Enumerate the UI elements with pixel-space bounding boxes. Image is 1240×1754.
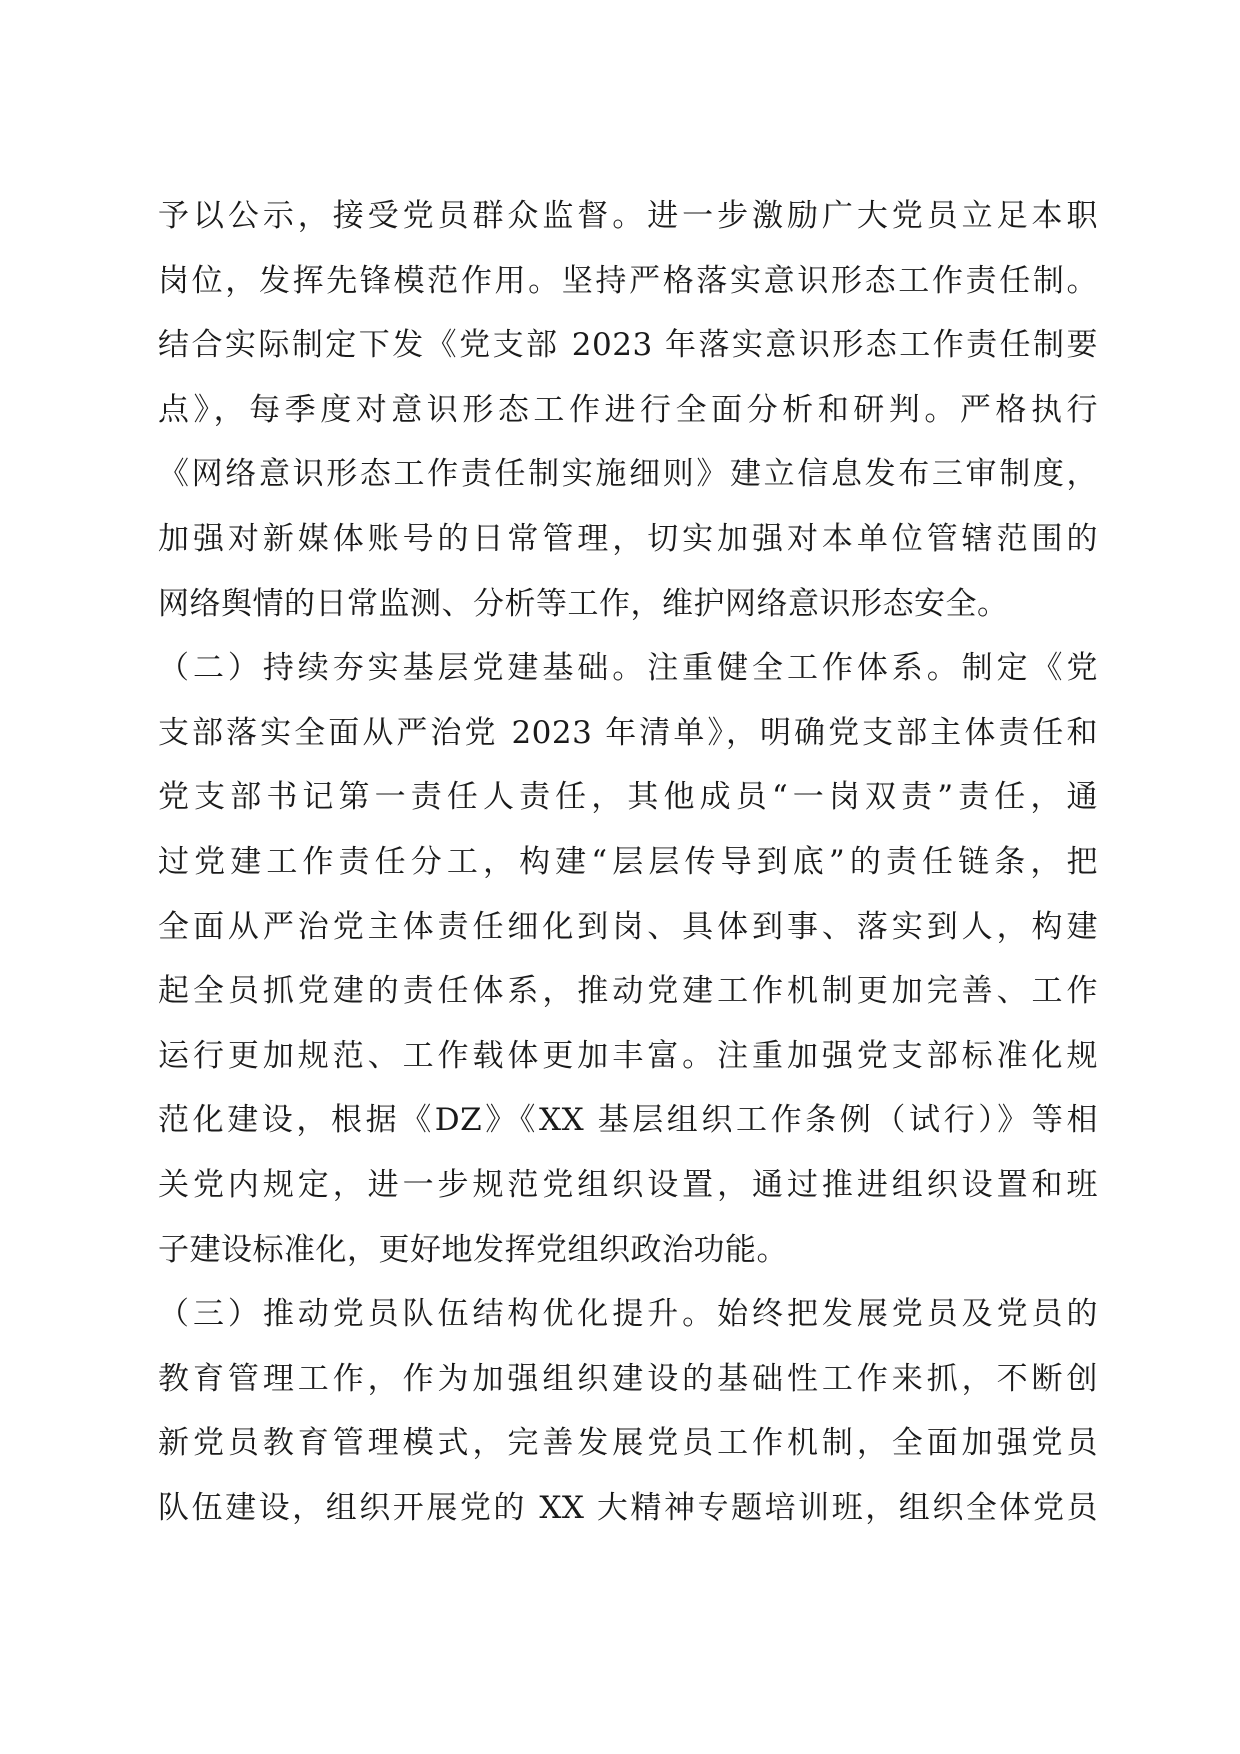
text-line: 结合实际制定下发《党支部 2023 年落实意识形态工作责任制要	[158, 327, 1098, 364]
text-line: 《网络意识形态工作责任制实施细则》建立信息发布三审制度，	[158, 456, 1098, 493]
text-line: 全面从严治党主体责任细化到岗、具体到事、落实到人，构建	[158, 908, 1098, 945]
section-heading-line: （二）持续夯实基层党建基础。注重健全工作体系。制定《党	[158, 650, 1098, 687]
text-line: 岗位，发挥先锋模范作用。坚持严格落实意识形态工作责任制。	[158, 262, 1098, 299]
text-line: 加强对新媒体账号的日常管理，切实加强对本单位管辖范围的	[158, 520, 1098, 557]
text-line: 党支部书记第一责任人责任，其他成员“一岗双责”责任，通	[158, 779, 1098, 816]
text-line: 子建设标准化，更好地发挥党组织政治功能。	[158, 1231, 788, 1268]
text-line: 过党建工作责任分工，构建“层层传导到底”的责任链条，把	[158, 843, 1098, 880]
text-line: 范化建设，根据《DZ》《XX 基层组织工作条例（试行）》等相	[158, 1102, 1098, 1139]
body-text	[158, 184, 1098, 1540]
section-heading-line: （三）推动党员队伍结构优化提升。始终把发展党员及党员的	[158, 1296, 1098, 1333]
text-line: 点》，每季度对意识形态工作进行全面分析和研判。严格执行	[158, 391, 1098, 428]
text-line: 运行更加规范、工作载体更加丰富。注重加强党支部标准化规	[158, 1037, 1098, 1074]
text-line: 教育管理工作，作为加强组织建设的基础性工作来抓，不断创	[158, 1360, 1098, 1397]
text-line: 网络舆情的日常监测、分析等工作，维护网络意识形态安全。	[158, 585, 1009, 622]
text-line: 予以公示，接受党员群众监督。进一步激励广大党员立足本职	[158, 198, 1098, 234]
text-line: 关党内规定，进一步规范党组织设置，通过推进组织设置和班	[158, 1166, 1098, 1203]
text-line: 队伍建设，组织开展党的 XX 大精神专题培训班，组织全体党员	[158, 1489, 1098, 1526]
text-line: 支部落实全面从严治党 2023 年清单》，明确党支部主体责任和	[158, 714, 1098, 751]
text-line: 新党员教育管理模式，完善发展党员工作机制，全面加强党员	[158, 1425, 1098, 1462]
text-line: 起全员抓党建的责任体系，推动党建工作机制更加完善、工作	[158, 973, 1098, 1010]
